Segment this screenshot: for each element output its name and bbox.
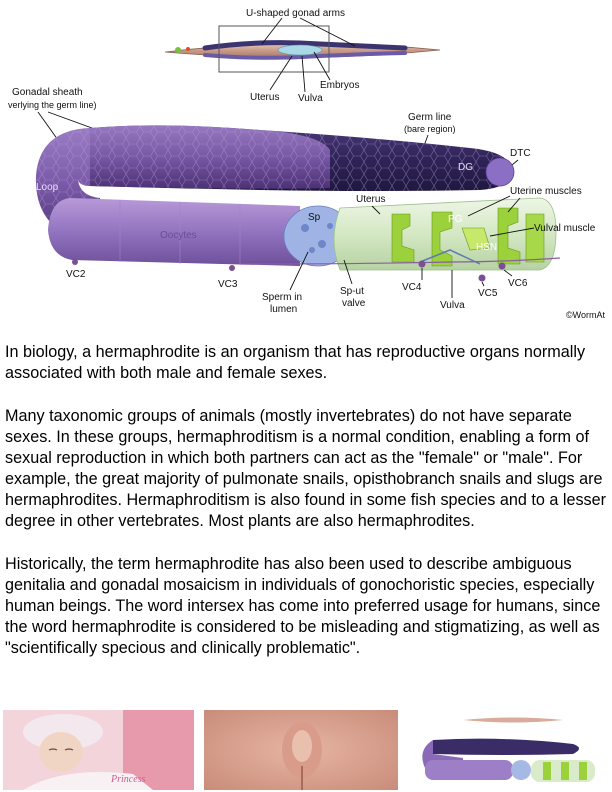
label-hsn: HSN <box>476 242 498 253</box>
article-body <box>5 342 609 659</box>
diagram-thumbnail <box>403 710 609 790</box>
label-dg: DG <box>458 162 473 173</box>
label-vulva-top: Vulva <box>298 93 323 104</box>
label-u-shaped-gonad-arms: U-shaped gonad arms <box>246 8 345 19</box>
label-credit: ©WormAt <box>566 310 605 320</box>
label-vc4: VC4 <box>402 282 422 293</box>
paragraph-definition: In biology, a hermaphrodite is an organism that has reproductive organs normally associated with both male and female sexes. <box>5 343 586 382</box>
germ-line-arm <box>90 125 514 191</box>
label-vc3: VC3 <box>218 279 238 290</box>
label-embryos: Embryos <box>320 80 360 91</box>
label-oocytes: Oocytes <box>160 230 197 241</box>
label-sperm-in-lumen-2: lumen <box>270 304 298 315</box>
label-dtc: DTC <box>510 148 531 159</box>
skin-photo-thumbnail <box>204 710 398 790</box>
label-sp: Sp <box>308 212 321 223</box>
label-vc2: VC2 <box>66 269 86 280</box>
label-germ-line: Germ line <box>408 112 452 123</box>
baby-clothing-text: Princess <box>111 774 146 785</box>
label-germ-line-sub: (bare region) <box>404 124 456 134</box>
label-gonadal-sheath: Gonadal sheath <box>12 87 83 98</box>
label-sp-ut-valve-1: Sp-ut <box>340 286 364 297</box>
label-vc5: VC5 <box>478 288 498 299</box>
paragraph-animals: Many taxonomic groups of animals (mostly invertebrates) do not have separate sexes. In these groups, hermaphroditism is a normal condition, enabling a form of sexual reproduction in which both partners can act as the "female" or "male". For example, the great majority of pulmonate snails, opisthobranch snails and slugs are hermaphrodites. Hermaphroditism is also found in some fish species and to a lesser degree in other vertebrates. Most plants are also hermaphrodites. <box>5 407 607 530</box>
label-gonadal-sheath-sub: verlying the germ line) <box>8 100 97 110</box>
baby-photo-thumbnail <box>3 710 194 790</box>
label-vc6: VC6 <box>508 278 528 289</box>
label-pg: PG <box>448 214 463 225</box>
gonad-anatomy-diagram <box>0 0 612 325</box>
label-uterus-top: Uterus <box>250 92 280 103</box>
label-uterus: Uterus <box>356 194 386 205</box>
label-vulval-muscle: Vulval muscle <box>534 223 596 234</box>
label-sperm-in-lumen-1: Sperm in <box>262 292 303 303</box>
label-uterine-muscles: Uterine muscles <box>510 186 582 197</box>
label-vulva: Vulva <box>440 300 465 311</box>
paragraph-history: Historically, the term hermaphrodite has also been used to describe ambiguous genitalia and gonadal mosaicism in individuals of gonochoristic species, especially human beings. The word intersex has come into preferred usage for humans, since the word hermaphrodite is considered to be misleading and stigmatizing, as well as "scientifically specious and clinically problematic". <box>5 555 601 657</box>
label-sp-ut-valve-2: valve <box>342 298 366 309</box>
label-loop: Loop <box>36 182 59 193</box>
